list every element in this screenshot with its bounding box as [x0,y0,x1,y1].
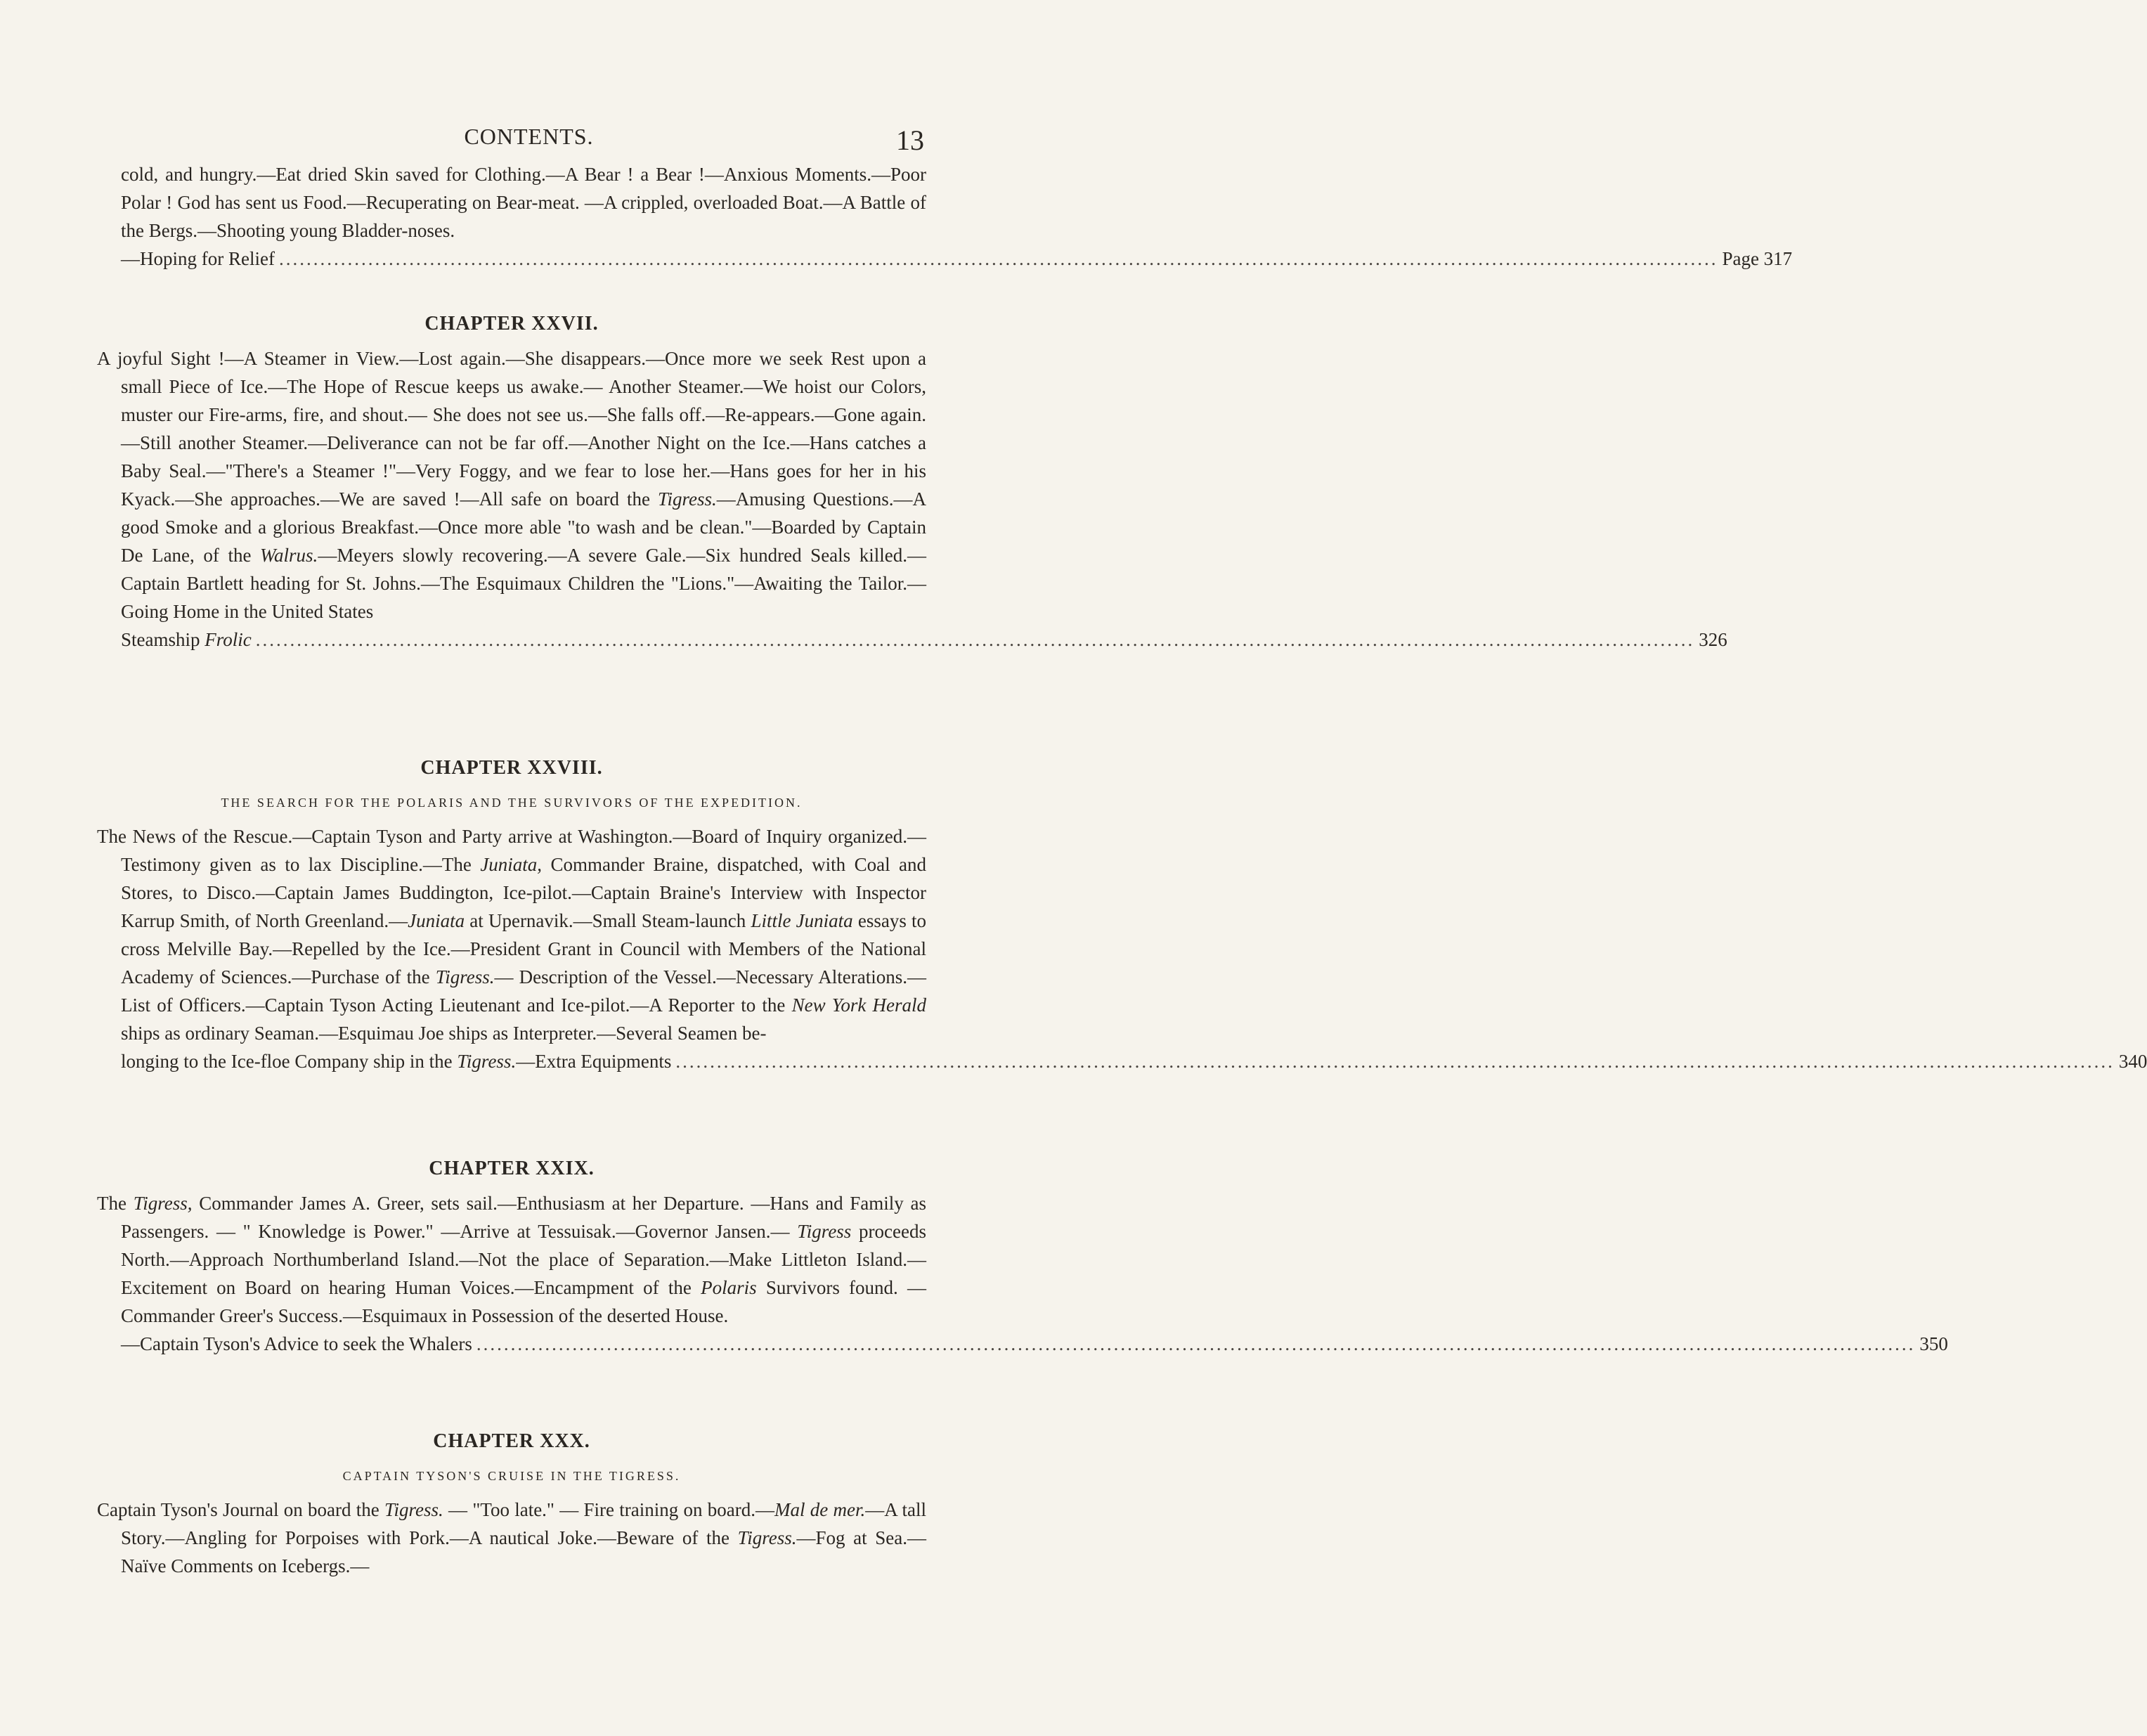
chapter-page-ref: 326 [1699,629,1727,650]
chapter-leader-line [97,1330,1948,1358]
chapter-last-line: —Captain Tyson's Advice to seek the Whalers [121,1333,472,1354]
chapter-28 [97,748,2147,1075]
chapter-summary: The News of the Rescue.—Captain Tyson and Party arrive at Washington.—Board of Inquiry organized.—Testimony given as to lax Discipline.—The Juniata, Commander Braine, dispatched, with Coal and Stores, to Disco.—Captain James Buddington, Ice-pilot.—Captain Braine's Interview with Inspector Karrup Smith, of North Greenland.—Juniata at Upernavik.—Small Steam-launch Little Juniata essays to cross Melville Bay.—Repelled by the Ice.—President Grant in Council with Members of the National Academy of Sciences.—Purchase of the Tigress.— Description of the Vessel.—Necessary Alterations.—List of Officers.—Captain Tyson Acting Lieutenant and Ice-pilot.—A Reporter to the New York Herald ships as ordinary Seaman.—Esquimau Joe ships as Interpreter.—Several Seamen be- [97,826,926,1044]
chapter-summary: Captain Tyson's Journal on board the Tigress. — "Too late." — Fire training on board.—Mal de mer.—A tall Story.—Angling for Porpoises with Pork.—A nautical Joke.—Beware of the Tigress.—Fog at Sea.—Naïve Comments on Icebergs.— [97,1499,926,1576]
chapter-heading: CHAPTER XXIX. [429,1158,595,1179]
chapter-leader-line [97,1047,2147,1075]
chapter-summary: The Tigress, Commander James A. Greer, sets sail.—Enthusiasm at her Departure. —Hans and Family as Passengers. — " Knowledge is Power." —Arrive at Tessuisak.—Governor Jansen.— Tigress proceeds North.—Approach Northumberland Island.—Not the place of Separation.—Make Littleton Island.—Excitement on Board on hearing Human Voices.—Encampment of the Polaris Survivors found. —Commander Greer's Success.—Esquimaux in Possession of the deserted House. [97,1193,927,1326]
chapter-page-ref: 340 [2118,1051,2147,1072]
page-number: 13 [896,124,924,156]
entry-text: cold, and hungry.—Eat dried Skin saved for Clothing.—A Bear ! a Bear !—Anxious Moments.—Poor Polar ! God has sent us Food.—Recuperating on Bear-meat. —A crippled, overloaded Boat.—A Battle of the Bergs.—Shooting young Bladder-noses. [121,164,926,241]
chapter-leader-line [97,626,1727,654]
chapter-last-line: Steamship Frolic [121,629,252,650]
chapter-subtitle: CAPTAIN TYSON'S CRUISE IN THE TIGRESS. [342,1469,681,1483]
chapter-last-line: longing to the Ice-floe Company ship in the Tigress.—Extra Equipments [121,1051,672,1072]
chapter-page-ref: 350 [1919,1333,1948,1354]
chapter-heading: CHAPTER XXVIII. [420,757,603,779]
running-head [0,124,1058,159]
entry-page-ref: Page 317 [1722,248,1793,269]
leader-dots: .................................................................................................................................................................................................................. [255,629,1695,650]
leader-dots: .................................................................................................................................................................................................................. [278,248,1718,269]
running-title: CONTENTS. [464,124,594,149]
leader-dots: .................................................................................................................................................................................................................. [476,1333,1916,1354]
chapter-heading: CHAPTER XXVII. [424,313,599,335]
chapter-27 [97,304,1727,654]
leader-dots: .................................................................................................................................................................................................................. [675,1051,2115,1072]
chapter-summary: A joyful Sight !—A Steamer in View.—Lost again.—She disappears.—Once more we seek Rest upon a small Piece of Ice.—The Hope of Rescue keeps us awake.— Another Steamer.—We hoist our Colors, muster our Fire-arms, fire, and shout.— She does not see us.—She falls off.—Re-appears.—Gone again.—Still another Steamer.—Deliverance can not be far off.—Another Night on the Ice.—Hans catches a Baby Seal.—"There's a Steamer !"—Very Foggy, and we fear to lose her.—Hans goes for her in his Kyack.—She approaches.—We are saved !—All safe on board the Tigress.—Amusing Questions.—A good Smoke and a glorious Breakfast.—Once more able "to wash and be clean."—Boarded by Captain De Lane, of the Walrus.—Meyers slowly recovering.—A severe Gale.—Six hundred Seals killed.—Captain Bartlett heading for St. Johns.—The Esquimaux Children the "Lions."—Awaiting the Tailor.—Going Home in the United States [97,348,926,622]
chapter-heading: CHAPTER XXX. [433,1430,590,1452]
entry-leader-line [97,245,1793,273]
chapter-29 [97,1148,1948,1358]
contents-continued-entry [97,160,1793,273]
chapter-subtitle: THE SEARCH FOR THE POLARIS AND THE SURVIVORS OF THE EXPEDITION. [221,796,803,810]
entry-last-line: —Hoping for Relief [121,248,275,269]
chapter-30 [97,1421,926,1580]
